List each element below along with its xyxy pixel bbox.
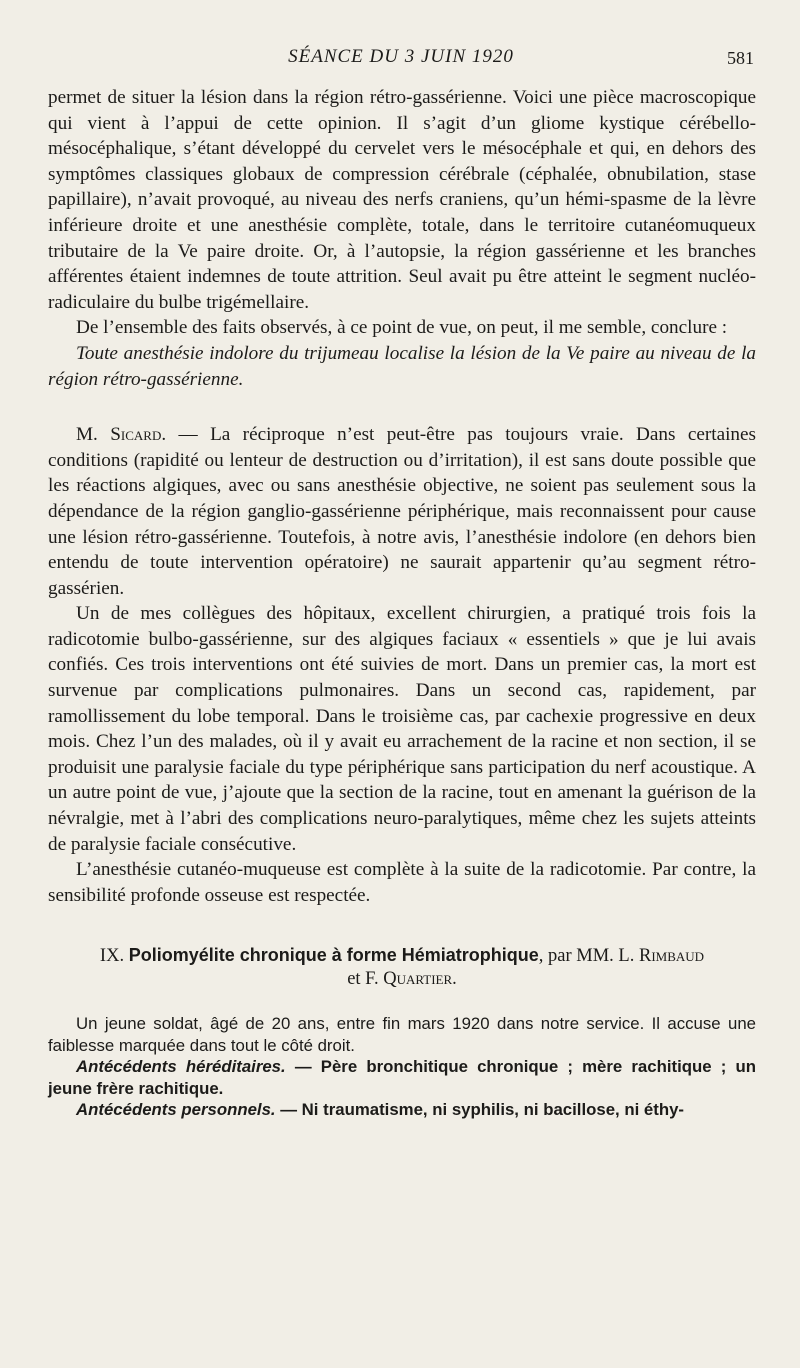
case-personal	[48, 1099, 756, 1121]
author-rimbaud: Rimbaud	[638, 946, 705, 967]
paragraph-conclusion-statement: Toute anesthésie indolore du trijumeau localise la lésion de la Ve paire au niveau de la région rétro-gassérienne.	[48, 342, 756, 390]
case-intro: Un jeune soldat, âgé de 20 ans, entre fin mars 1920 dans notre service. Il accuse une faiblesse marquée dans tout le côté droit.	[48, 1014, 756, 1055]
paragraph-conclusion-intro: De l’ensemble des faits observés, à ce point de vue, on peut, il me semble, conclure :	[76, 317, 728, 339]
case-hereditary	[48, 1056, 756, 1099]
author-quartier: Quartier	[383, 969, 453, 990]
section-and: et F.	[347, 969, 384, 990]
paragraph-sicard-text: — La réciproque n’est peut-être pas toujours vraie. Dans certaines conditions (rapidité ou lenteur de destruction ou d’irritation), il est sans doute possible que les réactions algiques, avec ou sans anesthésie objective, ne soient pas seulement sous la dépendance de la région ganglio-gassérienne périphérique, mais reconnaissent pour cause une lésion rétro-gassérienne. Toutefois, à notre avis, l’anesthésie indolore (en dehors bien entendu de toute intervention opératoire) ne saurait appartenir qu’au segment rétro-gassérien.	[48, 424, 756, 599]
personal-label: Antécédents personnels.	[76, 1100, 276, 1120]
speaker-name: M. Sicard.	[76, 424, 167, 446]
paragraph-anesthesia-note: L’anesthésie cutanéo-muqueuse est complète à la suite de la radicotomie. Par contre, la sensibilité profonde osseuse est respectée.	[48, 859, 756, 906]
section-title: Poliomyélite chronique à forme Hémiatrophique	[128, 945, 539, 966]
hereditary-text: — Père bronchitique chronique ; mère rachitique ; un jeune frère rachitique.	[48, 1057, 756, 1098]
personal-text: — Ni traumatisme, ni syphilis, ni bacillose, ni éthy-	[275, 1100, 685, 1120]
section-number: IX.	[99, 946, 125, 967]
paragraph-sicard-reply	[48, 422, 756, 601]
body-text	[48, 85, 756, 1121]
paragraph-lesion-case: permet de situer la lésion dans la région rétro-gassérienne. Voici une pièce macroscopique qui vient à l’appui de cette opinion. Il s’agit d’un gliome kystique cérébello-mésocéphalique, s’étant développé du cervelet vers le mésocéphale et qui, en dehors des symptômes classiques globaux de compression cérébrale (céphalée, obnubilation, stase papillaire), n’avait provoqué, au niveau des nerfs craniens, qu’un hémi-spasme de la lèvre inférieure droite et une anesthésie complète, totale, dans le territoire cutanéomuqueux tributaire de la Ve paire droite. Or, à l’autopsie, la région gassérienne et les branches afférentes étaient indemnes de toute attrition. Seul avait pu être atteint le segment nucléo-radiculaire du bulbe trigémellaire.	[48, 87, 756, 313]
paragraph-radicotomy-cases: Un de mes collègues des hôpitaux, excellent chirurgien, a pratiqué trois fois la radicotomie bulbo-gassérienne, sur des algiques faciaux « essentiels » que je lui avais confiés. Ces trois interventions ont été suivies de mort. Dans un premier cas, la mort est survenue par complications pulmonaires. Dans un second cas, rapidement, par ramollissement du lobe temporal. Dans le troisième cas, par cachexie progressive en deux mois. Chez l’un des malades, où il y avait eu arrachement de la racine et non section, il se produisit une paralysie faciale du type périphérique sans participation du nerf acoustique. A un autre point de vue, j’ajoute que la section de la racine, tout en amenant la guérison de la névralgie, met à l’abri des complications neuro-paralytiques, même chez les sujets atteints de paralysie faciale consécutive.	[48, 603, 756, 855]
hereditary-label: Antécédents héréditaires.	[76, 1057, 286, 1077]
section-by: , par MM. L.	[538, 946, 639, 967]
page-header	[48, 44, 754, 74]
running-head: SÉANCE DU 3 JUIN 1920	[288, 46, 514, 67]
section-end: .	[452, 969, 457, 990]
page-number: 581	[727, 48, 754, 68]
section-heading	[48, 944, 756, 991]
